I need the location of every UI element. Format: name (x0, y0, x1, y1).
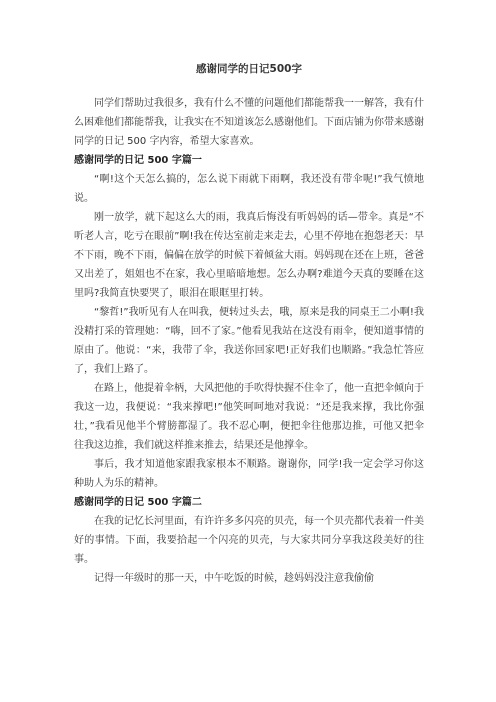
section2-paragraph: 在我的记忆长河里面，有许许多多闪亮的贝壳，每一个贝壳都代表着一件美好的事情。下面，我要拾起一个闪亮的贝壳，与大家共同分享我这段美好的往事。 (74, 516, 424, 565)
section-heading-1: 感谢同学的日记 500 字篇一 (74, 155, 202, 166)
section1-paragraph: 事后，我才知道他家跟我家根本不顺路。谢谢你，同学!我一定会学习你这种助人为乐的精神。 (74, 459, 424, 489)
intro-paragraph: 同学们帮助过我很多，我有什么不懂的问题他们都能帮我一一解答，我有什么困难他们都能帮我，让我实在不知道该怎么感谢他们。下面店铺为你带来感谢同学的日记 500 字内容，希望大家喜欢。 (74, 98, 424, 147)
section1-paragraph: 在路上，他提着伞柄，大风把他的手吹得快握不住伞了，他一直把伞倾向于我这一边，我便说：“我来撑吧!”他笑呵呵地对我说：“还是我来撑，我比你强壮，”我看见他半个臂膀都湿了。我不忍心啊，便把伞往他那边推，可他又把伞往我这边推，我们就这样推来推去，结果还是他撑伞。 (74, 383, 424, 451)
section1-paragraph: “啊!这个天怎么搞的，怎么说下雨就下雨啊，我还没有带伞呢!”我气愤地说。 (74, 174, 424, 204)
document-title: 感谢同学的日记500字 (196, 63, 302, 75)
document-page (74, 62, 424, 588)
section1-paragraph: 刚一放学，就下起这么大的雨，我真后悔没有听妈妈的话—带伞。真是“不听老人言，吃亏在眼前”啊!我在传达室前走来走去，心里不停地在抱怨老天：早不下雨，晚不下雨，偏偏在放学的时候下着倾盆大雨。妈妈现在还在上班，爸爸又出差了，姐姐也不在家，我心里暗暗地想。怎么办啊?难道今天真的要睡在这里吗?我简直快要哭了，眼泪在眼眶里打转。 (74, 212, 424, 299)
section-heading-2: 感谢同学的日记 500 字篇二 (74, 497, 202, 508)
section2-paragraph: 记得一年级时的那一天，中午吃饭的时候，趁妈妈没注意我偷偷 (94, 573, 374, 584)
section1-paragraph: “黎哲!”我听见有人在叫我，便转过头去，哦，原来是我的同桌王二小啊!我没精打采的管理她：“嗨，回不了家。”他看见我站在这没有雨伞，便知道事情的原由了。他说：“来，我带了伞，我送你回家吧!正好我们也顺路。”我急忙答应了，我们上路了。 (74, 307, 424, 375)
